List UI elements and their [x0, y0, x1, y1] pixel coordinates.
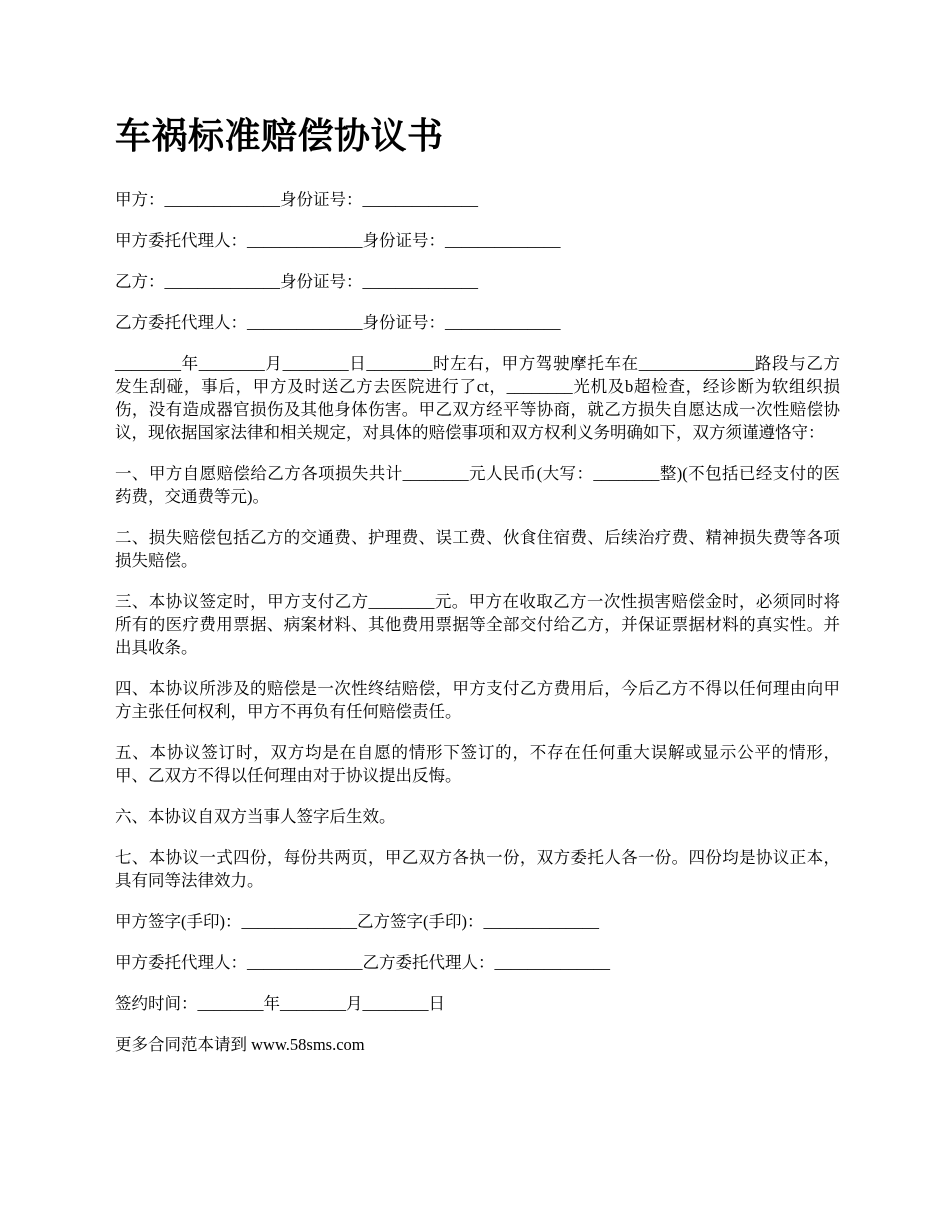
clause-2: 二、损失赔偿包括乙方的交通费、护理费、误工费、伙食住宿费、后续治疗费、精神损失费等各项损失赔偿。 [115, 528, 840, 570]
clause-1: 一、甲方自愿赔偿给乙方各项损失共计________元人民币(大写：________整)(不包括已经支付的医药费，交通费等元)。 [115, 464, 840, 506]
agent-signature-line: 甲方委托代理人：______________乙方委托代理人：______________ [115, 953, 610, 972]
clause-5: 五、本协议签订时，双方均是在自愿的情形下签订的，不存在任何重大误解或显示公平的情形，甲、乙双方不得以任何理由对于协议提出反悔。 [115, 743, 840, 785]
footer-note: 更多合同范本请到 www.58sms.com [115, 1035, 365, 1054]
document-page [115, 108, 840, 1074]
clause-3: 三、本协议签定时，甲方支付乙方________元。甲方在收取乙方一次性损害赔偿金时，必须同时将所有的医疗费用票据、病案材料、其他费用票据等全部交付给乙方，并保证票据材料的真实性。并出具收条。 [115, 592, 840, 657]
signature-line: 甲方签字(手印)：______________乙方签字(手印)：______________ [115, 912, 599, 931]
document-title: 车祸标准赔偿协议书 [115, 116, 444, 156]
signing-date-line: 签约时间：________年________月________日 [115, 994, 445, 1013]
clause-6: 六、本协议自双方当事人签字后生效。 [115, 807, 396, 826]
party-b-agent-line: 乙方委托代理人：______________身份证号：______________ [115, 313, 561, 332]
clause-4: 四、本协议所涉及的赔偿是一次性终结赔偿，甲方支付乙方费用后，今后乙方不得以任何理由向甲方主张任何权利，甲方不再负有任何赔偿责任。 [115, 679, 840, 721]
incident-paragraph: ________年________月________日________时左右，甲方驾驶摩托车在______________路段与乙方发生刮碰，事后，甲方及时送乙方去医院进行了ct，________光机及b超检查，经诊断为软组织损伤，没有造成器官损伤及其他身体伤害。甲乙双方经平等协商，就乙方损失自愿达成一次性赔偿协议，现依据国家法律和相关规定，对具体的赔偿事项和双方权利义务明确如下，双方须谨遵恪守： [115, 354, 840, 442]
clause-7: 七、本协议一式四份，每份共两页，甲乙双方各执一份，双方委托人各一份。四份均是协议正本，具有同等法律效力。 [115, 848, 840, 890]
party-a-line: 甲方：______________身份证号：______________ [115, 190, 478, 209]
party-a-agent-line: 甲方委托代理人：______________身份证号：______________ [115, 231, 561, 250]
party-b-line: 乙方：______________身份证号：______________ [115, 272, 478, 291]
